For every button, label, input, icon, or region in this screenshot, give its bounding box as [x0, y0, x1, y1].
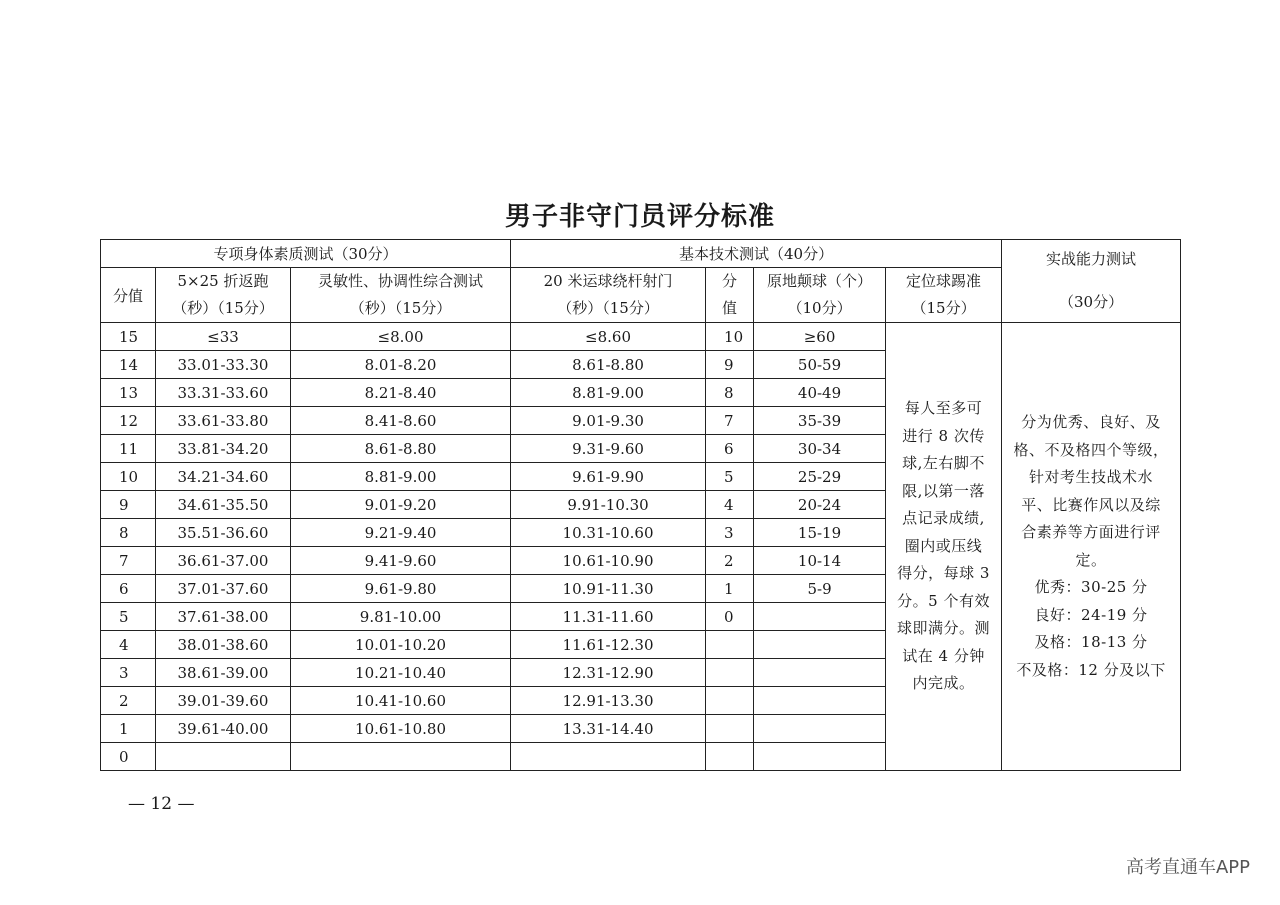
set-piece-rule-line: 试在 4 分钟	[902, 646, 985, 665]
score-cell: 9	[101, 491, 156, 519]
score-cell: 5	[101, 603, 156, 631]
agility-cell: 10.41-10.60	[291, 687, 511, 715]
watermark: 高考直通车APP	[1125, 857, 1250, 878]
dribble-shot-cell: 8.81-9.00	[511, 379, 706, 407]
agility-cell: 9.81-10.00	[291, 603, 511, 631]
match-ability-line: 合素养等方面进行评	[1021, 523, 1161, 541]
set-piece-rule-line: 内完成。	[912, 674, 975, 693]
juggling-cell: 10-14	[754, 547, 886, 575]
score-cell: 1	[101, 715, 156, 743]
shuttle-run-cell: 36.61-37.00	[156, 547, 291, 575]
col-shuttle-run-line2: （秒）（15分）	[172, 299, 274, 317]
score-cell: 10	[101, 463, 156, 491]
juggling-cell: ≥60	[754, 323, 886, 351]
score2-cell: 6	[706, 435, 754, 463]
set-piece-rule-line: 分。5 个有效	[897, 591, 990, 610]
agility-cell: 8.01-8.20	[291, 351, 511, 379]
col-set-piece-line1: 定位球踢准	[906, 272, 982, 290]
dribble-shot-cell: 9.31-9.60	[511, 435, 706, 463]
dribble-shot-cell: 9.61-9.90	[511, 463, 706, 491]
juggling-cell	[754, 743, 886, 771]
agility-cell: 10.01-10.20	[291, 631, 511, 659]
shuttle-run-cell: 33.81-34.20	[156, 435, 291, 463]
match-ability-line: 针对考生技战术水	[1029, 468, 1154, 486]
group-match	[1002, 240, 1181, 323]
shuttle-run-cell: 34.21-34.60	[156, 463, 291, 491]
score2-cell: 3	[706, 519, 754, 547]
score-cell: 13	[101, 379, 156, 407]
score-cell: 6	[101, 575, 156, 603]
score-cell: 7	[101, 547, 156, 575]
shuttle-run-cell: 33.61-33.80	[156, 407, 291, 435]
shuttle-run-cell: 37.01-37.60	[156, 575, 291, 603]
col-shuttle-run	[156, 268, 291, 323]
match-ability-line: 优秀：30-25 分	[1034, 578, 1148, 596]
score2-cell	[706, 715, 754, 743]
shuttle-run-cell: ≤33	[156, 323, 291, 351]
match-ability-line: 平、比赛作风以及综	[1021, 495, 1161, 514]
dribble-shot-cell: ≤8.60	[511, 323, 706, 351]
juggling-cell: 20-24	[754, 491, 886, 519]
dribble-shot-cell: 10.31-10.60	[511, 519, 706, 547]
score-cell: 8	[101, 519, 156, 547]
score2-cell: 0	[706, 603, 754, 631]
dribble-shot-cell: 12.91-13.30	[511, 687, 706, 715]
score2-cell: 1	[706, 575, 754, 603]
col-agility-line1: 灵敏性、协调性综合测试	[318, 272, 484, 290]
col-score2	[706, 268, 754, 323]
score-cell: 2	[101, 687, 156, 715]
score2-cell: 4	[706, 491, 754, 519]
agility-cell: ≤8.00	[291, 323, 511, 351]
match-ability-line: 格、不及格四个等级，	[1013, 440, 1169, 459]
score2-cell: 10	[706, 323, 754, 351]
agility-cell: 9.01-9.20	[291, 491, 511, 519]
col-set-piece-line2: （15分）	[911, 299, 976, 317]
score-cell: 14	[101, 351, 156, 379]
set-piece-rule-line: 得分，每球 3	[897, 564, 990, 583]
set-piece-rule-line: 球,左右脚不	[902, 454, 985, 473]
shuttle-run-cell: 38.61-39.00	[156, 659, 291, 687]
agility-cell: 8.41-8.60	[291, 407, 511, 435]
juggling-cell: 30-34	[754, 435, 886, 463]
dribble-shot-cell: 10.91-11.30	[511, 575, 706, 603]
col-juggling	[754, 268, 886, 323]
score2-cell: 7	[706, 407, 754, 435]
col-agility	[291, 268, 511, 323]
dribble-shot-cell	[511, 743, 706, 771]
agility-cell: 8.61-8.80	[291, 435, 511, 463]
match-ability-line: 定。	[1075, 550, 1107, 569]
shuttle-run-cell: 38.01-38.60	[156, 631, 291, 659]
agility-cell: 10.61-10.80	[291, 715, 511, 743]
dribble-shot-cell: 11.31-11.60	[511, 603, 706, 631]
score2-cell	[706, 631, 754, 659]
juggling-cell: 5-9	[754, 575, 886, 603]
col-score2-line2: 值	[722, 299, 738, 317]
dribble-shot-cell: 9.01-9.30	[511, 407, 706, 435]
col-juggling-line1: 原地颠球（个）	[767, 272, 873, 290]
match-ability-line: 不及格：12 分及以下	[1016, 660, 1166, 679]
dribble-shot-cell: 12.31-12.90	[511, 659, 706, 687]
juggling-cell	[754, 659, 886, 687]
agility-cell: 9.41-9.60	[291, 547, 511, 575]
match-ability-line: 及格：18-13 分	[1034, 633, 1148, 651]
group-match-line2: （30分）	[1059, 293, 1124, 311]
score-cell: 4	[101, 631, 156, 659]
set-piece-rule-line: 每人至多可	[904, 399, 983, 418]
shuttle-run-cell: 39.61-40.00	[156, 715, 291, 743]
set-piece-rule-line: 限,以第一落	[902, 481, 985, 500]
score2-cell	[706, 659, 754, 687]
col-shuttle-run-line1: 5×25 折返跑	[177, 272, 269, 290]
set-piece-rule-line: 圈内或压线	[904, 536, 983, 555]
shuttle-run-cell	[156, 743, 291, 771]
set-piece-rule-line: 球即满分。测	[897, 619, 991, 638]
group-physical: 专项身体素质测试（30分）	[101, 240, 511, 268]
juggling-cell: 35-39	[754, 407, 886, 435]
agility-cell: 8.81-9.00	[291, 463, 511, 491]
score2-cell	[706, 743, 754, 771]
match-ability-line: 分为优秀、良好、及	[1021, 413, 1161, 431]
juggling-cell: 25-29	[754, 463, 886, 491]
score-cell: 3	[101, 659, 156, 687]
agility-cell	[291, 743, 511, 771]
juggling-cell	[754, 687, 886, 715]
score-cell: 12	[101, 407, 156, 435]
agility-cell: 9.21-9.40	[291, 519, 511, 547]
dribble-shot-cell: 9.91-10.30	[511, 491, 706, 519]
juggling-cell: 50-59	[754, 351, 886, 379]
agility-cell: 10.21-10.40	[291, 659, 511, 687]
col-dribble-shot	[511, 268, 706, 323]
shuttle-run-cell: 33.01-33.30	[156, 351, 291, 379]
col-dribble-shot-line1: 20 米运球绕杆射门	[543, 272, 673, 290]
col-set-piece	[886, 268, 1002, 323]
group-match-line1: 实战能力测试	[1046, 250, 1137, 268]
score2-cell: 5	[706, 463, 754, 491]
score2-cell: 2	[706, 547, 754, 575]
page-title: 男子非守门员评分标准	[504, 202, 775, 232]
shuttle-run-cell: 33.31-33.60	[156, 379, 291, 407]
col-score2-line1: 分	[722, 272, 738, 290]
shuttle-run-cell: 34.61-35.50	[156, 491, 291, 519]
shuttle-run-cell: 35.51-36.60	[156, 519, 291, 547]
dribble-shot-cell: 10.61-10.90	[511, 547, 706, 575]
set-piece-rule-line: 点记录成绩,	[902, 509, 985, 528]
agility-cell: 9.61-9.80	[291, 575, 511, 603]
col-score: 分值	[101, 268, 156, 323]
juggling-cell	[754, 631, 886, 659]
match-ability-note	[1002, 323, 1181, 771]
juggling-cell: 15-19	[754, 519, 886, 547]
agility-cell: 8.21-8.40	[291, 379, 511, 407]
shuttle-run-cell: 39.01-39.60	[156, 687, 291, 715]
group-technical: 基本技术测试（40分）	[511, 240, 1002, 268]
score-cell: 15	[101, 323, 156, 351]
table-row	[101, 323, 1181, 351]
juggling-cell	[754, 715, 886, 743]
score2-cell: 9	[706, 351, 754, 379]
score2-cell	[706, 687, 754, 715]
set-piece-rule-note	[886, 323, 1002, 771]
dribble-shot-cell: 11.61-12.30	[511, 631, 706, 659]
dribble-shot-cell: 8.61-8.80	[511, 351, 706, 379]
scoring-table	[100, 239, 1181, 771]
juggling-cell	[754, 603, 886, 631]
juggling-cell: 40-49	[754, 379, 886, 407]
score-cell: 11	[101, 435, 156, 463]
col-agility-line2: （秒）（15分）	[349, 299, 452, 317]
set-piece-rule-line: 进行 8 次传	[902, 426, 985, 445]
score2-cell: 8	[706, 379, 754, 407]
col-dribble-shot-line2: （秒）（15分）	[557, 299, 659, 317]
score-cell: 0	[101, 743, 156, 771]
match-ability-line: 良好：24-19 分	[1034, 605, 1148, 624]
dribble-shot-cell: 13.31-14.40	[511, 715, 706, 743]
col-juggling-line2: （10分）	[787, 299, 852, 317]
page-number: — 12 —	[128, 794, 195, 814]
shuttle-run-cell: 37.61-38.00	[156, 603, 291, 631]
